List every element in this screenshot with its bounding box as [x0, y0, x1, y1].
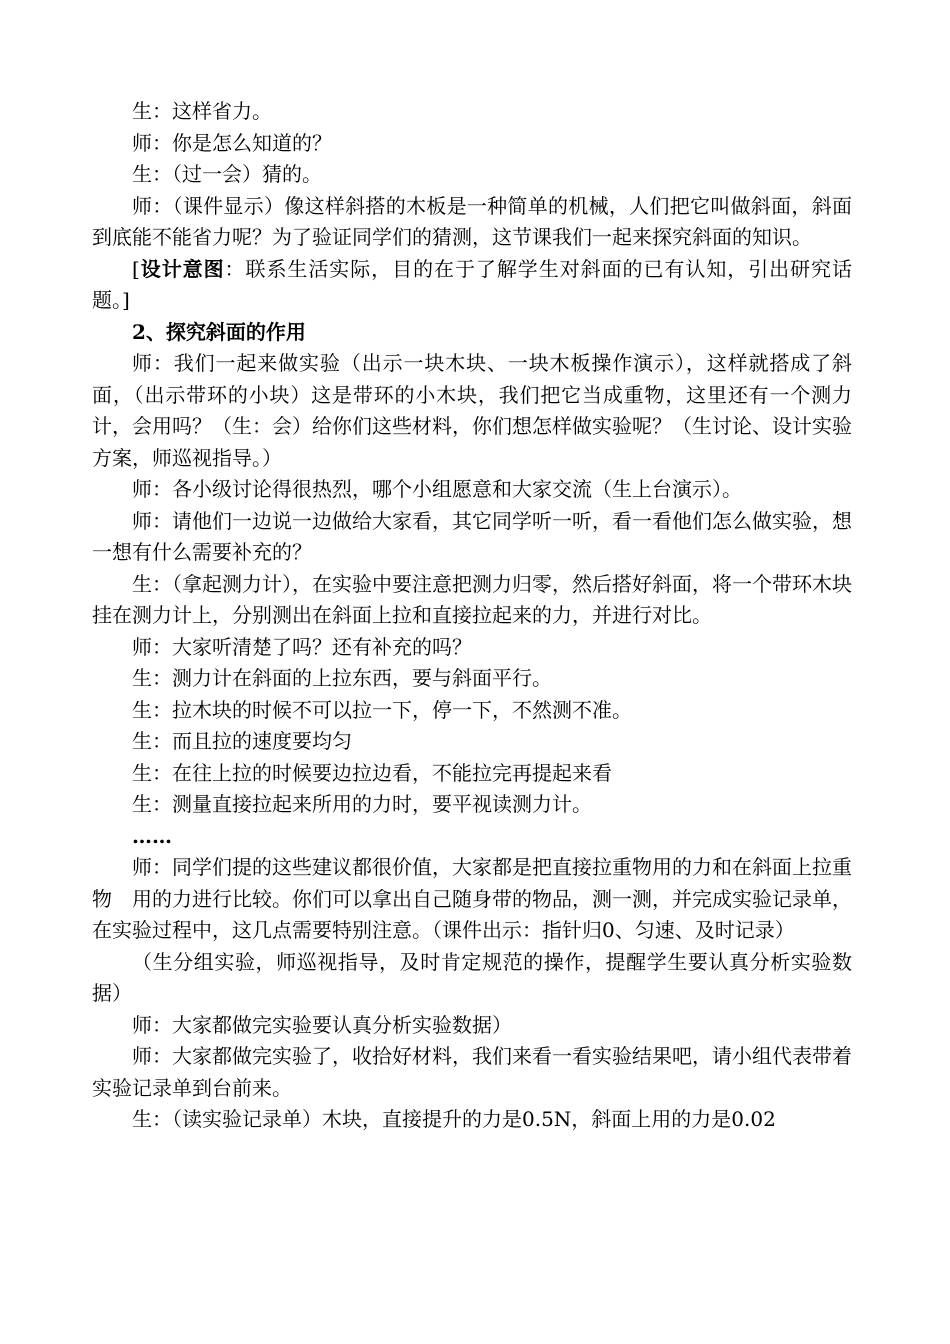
paragraph: 生：测力计在斜面的上拉东西，要与斜面平行。	[132, 666, 552, 690]
paragraph: 生：（读实验记录单）木块，直接提升的力是0.5N，斜面上用的力是0.02	[132, 1107, 776, 1131]
paragraph: 生：（过一会）猜的。	[132, 162, 322, 186]
paragraph: 师：（课件显示）像这样斜搭的木板是一种简单的机械，人们把它叫做斜面，斜面到底能不能省力呢？为了验证同学们的猜测，这节课我们一起来探究斜面的知识。	[92, 193, 852, 249]
paragraph: 师：请他们一边说一边做给大家看，其它同学听一听，看一看他们怎么做实验，想一想有什么需要补充的？	[92, 508, 852, 564]
paragraph: 师：你是怎么知道的？	[132, 130, 332, 155]
paragraph: 生：测量直接拉起来所用的力时，要平视读测力计。	[132, 792, 592, 816]
paragraph: 师：我们一起来做实验（出示一块木块、一块木板操作演示），这样就搭成了斜面，（出示带环的小块）这是带环的小木块，我们把它当成重物，这里还有一个测力计，会用吗？（生：会）给你们这些材料，你们想怎样做实验呢？（生讨论、设计实验方案，师巡视指导。）	[92, 351, 852, 470]
ellipsis: ……	[132, 823, 172, 848]
paragraph: 师：大家听清楚了吗？还有补充的吗？	[132, 634, 472, 659]
section-heading: 2、探究斜面的作用	[132, 319, 306, 344]
paragraph: 师：大家都做完实验了，收拾好材料，我们来看一看实验结果吧，请小组代表带着实验记录单到台前来。	[92, 1044, 852, 1100]
paragraph: 师：同学们提的这些建议都很价值，大家都是把直接拉重物用的力和在斜面上拉重物 用的力进行比较。你们可以拿出自己随身带的物品，测一测，并完成实验记录单，在实验过程中，这几点需要特别注意。（课件出示：指针归0、匀速、及时记录）	[92, 855, 852, 942]
paragraph: 师：大家都做完实验要认真分析实验数据）	[132, 1012, 512, 1037]
design-note-open: [	[132, 256, 140, 281]
paragraph: 生：而且拉的速度要均匀	[132, 729, 352, 753]
paragraph: 生：在往上拉的时候要边拉边看，不能拉完再提起来看	[132, 760, 612, 785]
document-page	[92, 96, 852, 1136]
paragraph: 生：这样省力。	[132, 99, 272, 123]
paragraph: （生分组实验，师巡视指导，及时肯定规范的操作，提醒学生要认真分析实验数据）	[92, 949, 852, 1005]
paragraph: 师：各小级讨论得很热烈，哪个小组愿意和大家交流（生上台演示）。	[132, 477, 742, 501]
paragraph: 生：拉木块的时候不可以拉一下，停一下，不然测不准。	[132, 697, 632, 722]
paragraph: 生：（拿起测力计），在实验中要注意把测力归零，然后搭好斜面，将一个带环木块挂在测力计上，分别测出在斜面上拉和直接拉起来的力，并进行对比。	[92, 571, 852, 627]
design-note-label: 设计意图	[139, 256, 225, 281]
design-note-text: ：联系生活实际，目的在于了解学生对斜面的已有认知，引出研究话题。]	[92, 256, 853, 312]
design-note	[92, 254, 852, 317]
